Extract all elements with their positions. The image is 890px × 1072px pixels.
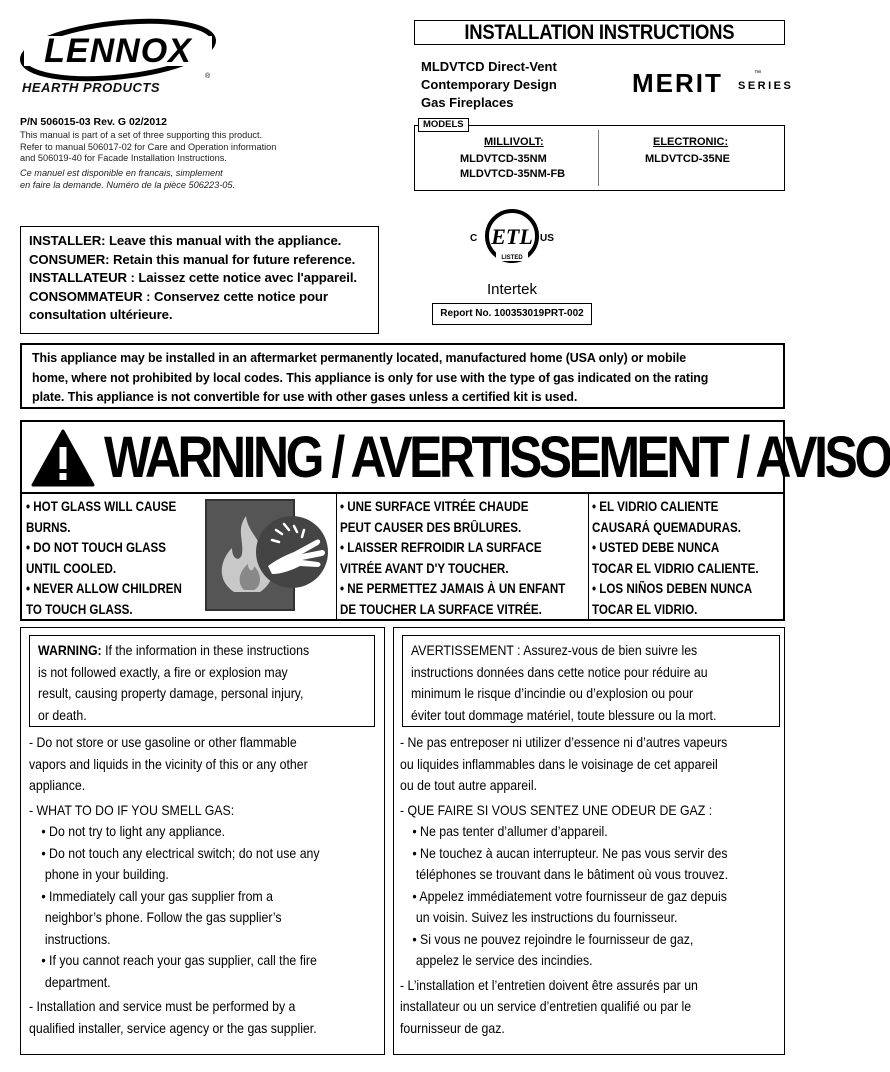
model-item: MLDVTCD-35NM [460,153,547,165]
manual-note-french: Ce manuel est disponible en francais, simplement en faire la demande. Numéro de la pièce 506223-05. [20,168,236,190]
warning-triangle-icon [30,428,96,488]
french-instructions: - Ne pas entreposer ni utilizer d’essence ni d’autres vapeurs ou liquides inflammables dans le voisinage de cet appareil ou de tout autre appareil. - QUE FAIRE SI VOUS SENTEZ UNE ODEUR DE GAZ : • Ne pas tenter d’allumer d’appareil. • Ne touchez à aucan interrupteur. Ne pas vous servir des téléphones se trouvant dans le bâtiment où vous trouvez. • Appelez immédiatement votre fournisseur de gaz depuis un voisin. Suivez les instructions du fournisseur. • Si vous ne pouvez rejoindre le fournisseur de gaz, appelez le service des incindies. - L’installation et l’entretien doivent être assurés par un installateur ou un service d’entretien qualifié ou par le fournisseur de gaz. [400,734,729,1036]
millivolt-label: MILLIVOLT: [484,136,544,148]
models-tag: MODELS [418,118,469,132]
part-number: P/N 506015-03 Rev. G 02/2012 [20,116,167,128]
svg-text:ETL: ETL [491,224,533,249]
series-logo: MERIT [632,68,723,98]
column-divider [336,494,337,619]
report-number: Report No. 100353019PRT-002 [432,303,592,325]
installer-notice: INSTALLER: Leave this manual with the appliance. CONSUMER: Retain this manual for future reference. INSTALLATEUR : Laissez cette notice avec l'appareil. CONSOMMATEUR : Conservez cette notice pour consultation ultérieure. [20,226,379,334]
warning-banner [22,422,890,494]
etl-listed-mark [462,200,562,300]
svg-text:LISTED: LISTED [501,255,523,261]
brand-text: LENNOX [44,32,192,70]
english-warning-box: WARNING: If the information in these instructions is not followed exactly, a fire or explosion may result, causing property damage, personal injury, or death. [29,635,375,727]
models-divider [598,130,599,186]
hot-glass-icon [206,500,330,610]
model-item: MLDVTCD-35NM-FB [460,168,566,180]
french-warning-box: AVERTISSEMENT : Assurez-vous de bien suivre les instructions données dans cette notice pour réduire au minimum le risque d’incindie ou d’explosion ou pour éviter tout dommage matériel, toute blessure ou la mort. [402,635,780,727]
lennox-logo-graphic [18,14,218,86]
warning-french: • UNE SURFACE VITRÉE CHAUDE PEUT CAUSER DES BRÛLURES. • LAISSER REFROIDIR LA SURFACE VITRÉE AVANT D'Y TOUCHER. • NE PERMETTEZ JAMAIS À UN ENFANT DE TOUCHER LA SURFACE VITRÉE. [340,499,566,617]
series-word: SERIES [738,80,794,92]
brand-subtitle: HEARTH PRODUCTS [22,80,160,95]
etl-icon [462,200,562,300]
series-trademark: ™ [754,70,761,77]
warning-spanish: • EL VIDRIO CALIENTE CAUSARÁ QUEMADURAS. • USTED DEBE NUNCA TOCAR EL VIDRIO CALIENTE. • LOS NIÑOS DEBEN NUNCA TOCAR EL VIDRIO. [592,499,759,617]
svg-text:®: ® [205,73,211,80]
product-title: MLDVTCD Direct-Vent Contemporary Design Gas Fireplaces [421,59,557,110]
svg-text:C: C [470,233,478,244]
hot-glass-pictogram [206,500,330,610]
english-instructions: - Do not store or use gasoline or other flammable vapors and liquids in the vicinity of this or any other appliance. - WHAT TO DO IF YOU SMELL GAS: • Do not try to light any appliance. • Do not touch any electrical switch; do not use any phone in your building. • Immediately call your gas supplier from a neighbor’s phone. Follow the gas supplier’s instructions. • If you cannot reach your gas supplier, call the fire department. - Installation and service must be performed by a qualified installer, service agency or the gas supplier. [29,734,320,1036]
appliance-notice: This appliance may be installed in an aftermarket permanently located, manufactured home (USA only) or mobile home, where not prohibited by local codes. This appliance is only for use with the type of gas indicated on the rating plate. This appliance is not convertible for use with other gases unless a certified kit is used. [20,343,785,409]
electronic-label: ELECTRONIC: [653,136,729,148]
svg-text:Intertek: Intertek [486,281,538,298]
model-item: MLDVTCD-35NE [645,153,730,165]
english-gas-warning [20,627,385,1055]
document-type-title: INSTALLATION INSTRUCTIONS [414,20,785,45]
svg-text:US: US [540,233,554,244]
warning-english: • HOT GLASS WILL CAUSE BURNS. • DO NOT TOUCH GLASS UNTIL COOLED. • NEVER ALLOW CHILDREN TO TOUCH GLASS. [26,499,182,617]
warning-title: WARNING / AVERTISSEMENT / AVISO [104,425,890,490]
french-gas-warning [393,627,785,1055]
manual-note: This manual is part of a set of three supporting this product. Refer to manual 506017-02 for Care and Operation information and 506019-40 for Facade Installation Instructions. [20,130,277,163]
